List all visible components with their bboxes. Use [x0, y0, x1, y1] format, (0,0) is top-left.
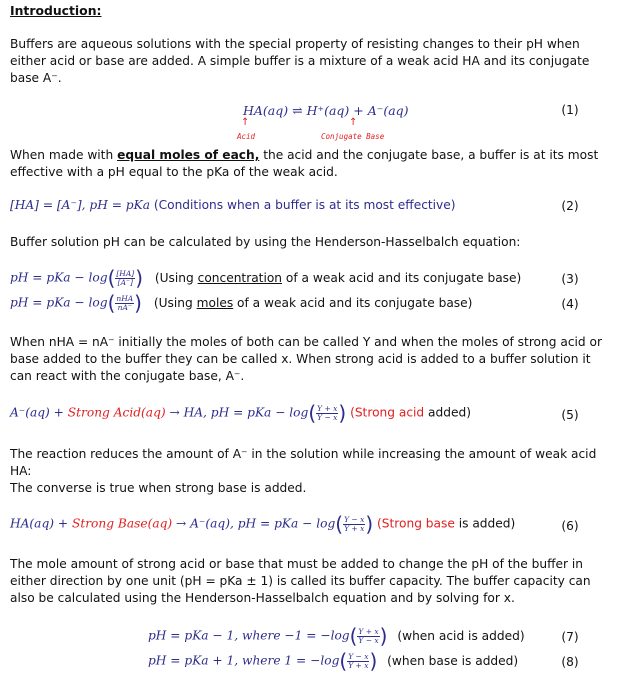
eq8-fraction: [347, 653, 369, 670]
eq8-number: (8): [561, 655, 579, 669]
eq5-number: (5): [561, 408, 579, 422]
eq4-numerator: nHA: [116, 293, 134, 303]
eq6-note-red: (Strong base: [377, 516, 455, 531]
eq7-math: pH = pKa − 1, where −1 = −log: [148, 628, 350, 643]
eq5-strong-acid: Strong Acid(aq): [67, 405, 166, 420]
eq8-math: pH = pKa + 1, where 1 = −log: [148, 653, 340, 668]
equation-7: pH = pKa − 1, where −1 = −log( $\frac{Y + x}{Y - x}$ ) (when acid is added): [148, 624, 525, 648]
eq5-note-black: added): [424, 405, 471, 420]
eq4-number: (4): [561, 297, 579, 311]
eq5-denominator: Y − x: [317, 412, 338, 422]
eq6-numerator: Y − x: [344, 514, 365, 524]
eq5-fraction: [316, 405, 338, 422]
paragraph-buffer-capacity: The mole amount of strong acid or base that must be added to change the pH of the buffer in either direction by one unit (pH = pKa ± 1) is called its buffer capacity. The buffer capacity can also be calculated using the Henderson-Hasselbalch equation and by solving for x.: [10, 557, 591, 605]
section-title: Introduction:: [10, 3, 102, 18]
eq1-arrow: ⇌: [292, 103, 303, 118]
eq3-math: pH = pKa − log: [10, 270, 108, 285]
eq7-numerator: Y + x: [358, 626, 379, 636]
eq5-note-red: (Strong acid: [350, 405, 425, 420]
eq5-rhs: → HA, pH = pKa − log: [165, 405, 309, 420]
eq3-note: (Using concentration of a weak acid and its conjugate base): [154, 270, 522, 285]
eq3-numerator: [HA]: [116, 268, 135, 278]
eq4-math: pH = pKa − log: [10, 295, 108, 310]
intro-paragraph: Buffers are aqueous solutions with the special property of resisting changes to their pH when either acid or base are added. A simple buffer is a mixture of a weak acid HA and its conjugate base A⁻.: [10, 37, 590, 85]
eq8-denominator: Y + x: [348, 660, 369, 670]
eq2-math: [HA] = [A⁻], pH = pKa: [10, 198, 150, 212]
eq7-note: (when acid is added): [397, 628, 525, 643]
acid-label: Acid: [237, 132, 256, 141]
eq8-numerator: Y − x: [348, 651, 369, 661]
equation-6: HA(aq) + Strong Base(aq) → A⁻(aq), pH = pKa − log( $\frac{Y - x}{Y + x}$ ) (Strong base is added): [10, 512, 516, 536]
eq6-lhs: HA(aq) +: [10, 516, 72, 531]
paragraph-equal-moles: [10, 147, 606, 181]
eq4-fraction: [115, 295, 134, 312]
paragraph-reaction-reduces: The reaction reduces the amount of A⁻ in the solution while increasing the amount of weak acid HA:: [10, 447, 597, 478]
equation-8: pH = pKa + 1, where 1 = −log( $\frac{Y - x}{Y + x}$ ) (when base is added): [148, 649, 519, 673]
eq6-fraction: [343, 516, 365, 533]
conjugate-base-label: Conjugate Base: [321, 132, 385, 141]
acid-pointer-arrow: ↑: [241, 117, 250, 128]
paragraph-moles-Y-x: When nHA = nA⁻ initially the moles of both can be called Y and when the moles of strong acid or base added to the buffer they can be called x. When strong acid is added to a buffer solution it can react with the conjugate base, A⁻.: [10, 335, 602, 383]
base-pointer-arrow: ↑: [349, 117, 358, 128]
equation-5: A⁻(aq) + Strong Acid(aq) → HA, pH = pKa − log( $\frac{Y + x}{Y - x}$ ) (Strong acid added): [10, 401, 471, 425]
eq2-note: (Conditions when a buffer is at its most effective): [153, 198, 456, 212]
equation-4: pH = pKa − log( $\frac{\text{nHA}}{nA^-}$ ) (Using moles of a weak acid and its conjugate base): [10, 291, 473, 315]
eq5-lhs: A⁻(aq) +: [10, 405, 68, 420]
eq5-numerator: Y + x: [317, 403, 338, 413]
equation-2: [10, 198, 456, 212]
eq6-denominator: Y + x: [344, 523, 365, 533]
paragraph-hh-intro: Buffer solution pH can be calculated by using the Henderson-Hasselbalch equation:: [10, 235, 521, 249]
equation-1: [243, 103, 409, 118]
eq4-note: (Using moles of a weak acid and its conjugate base): [153, 295, 473, 310]
eq7-fraction: [357, 628, 379, 645]
eq3-denominator: [A⁻]: [117, 277, 133, 287]
eq3-number: (3): [561, 272, 579, 286]
eq2-number: (2): [561, 199, 579, 213]
eq1-rhs: H⁺(aq) + A⁻(aq): [306, 103, 409, 118]
eq7-denominator: Y − x: [358, 635, 379, 645]
eq7-number: (7): [561, 630, 579, 644]
eq6-number: (6): [561, 519, 579, 533]
eq1-number: (1): [561, 103, 579, 117]
para2-emphasis: equal moles of each,: [117, 148, 260, 162]
eq6-note-black: is added): [454, 516, 516, 531]
eq8-note: (when base is added): [387, 653, 519, 668]
paragraph-converse: The converse is true when strong base is added.: [10, 481, 307, 495]
eq6-strong-base: Strong Base(aq): [71, 516, 173, 531]
eq4-denominator: nA⁻: [117, 302, 132, 312]
para2-pre: When made with: [10, 148, 118, 162]
eq3-fraction: [115, 270, 135, 287]
equation-3: pH = pKa − log( $\frac{[HA]}{[A^-]}$ ) (Using concentration of a weak acid and its conjugate base): [10, 266, 522, 290]
eq6-rhs: → A⁻(aq), pH = pKa − log: [172, 516, 336, 531]
eq1-lhs: HA(aq): [243, 103, 289, 118]
para2-post: the acid and the conjugate base, a buffer is at its most effective with a pH equal to the pKa of the weak acid.: [10, 148, 599, 179]
